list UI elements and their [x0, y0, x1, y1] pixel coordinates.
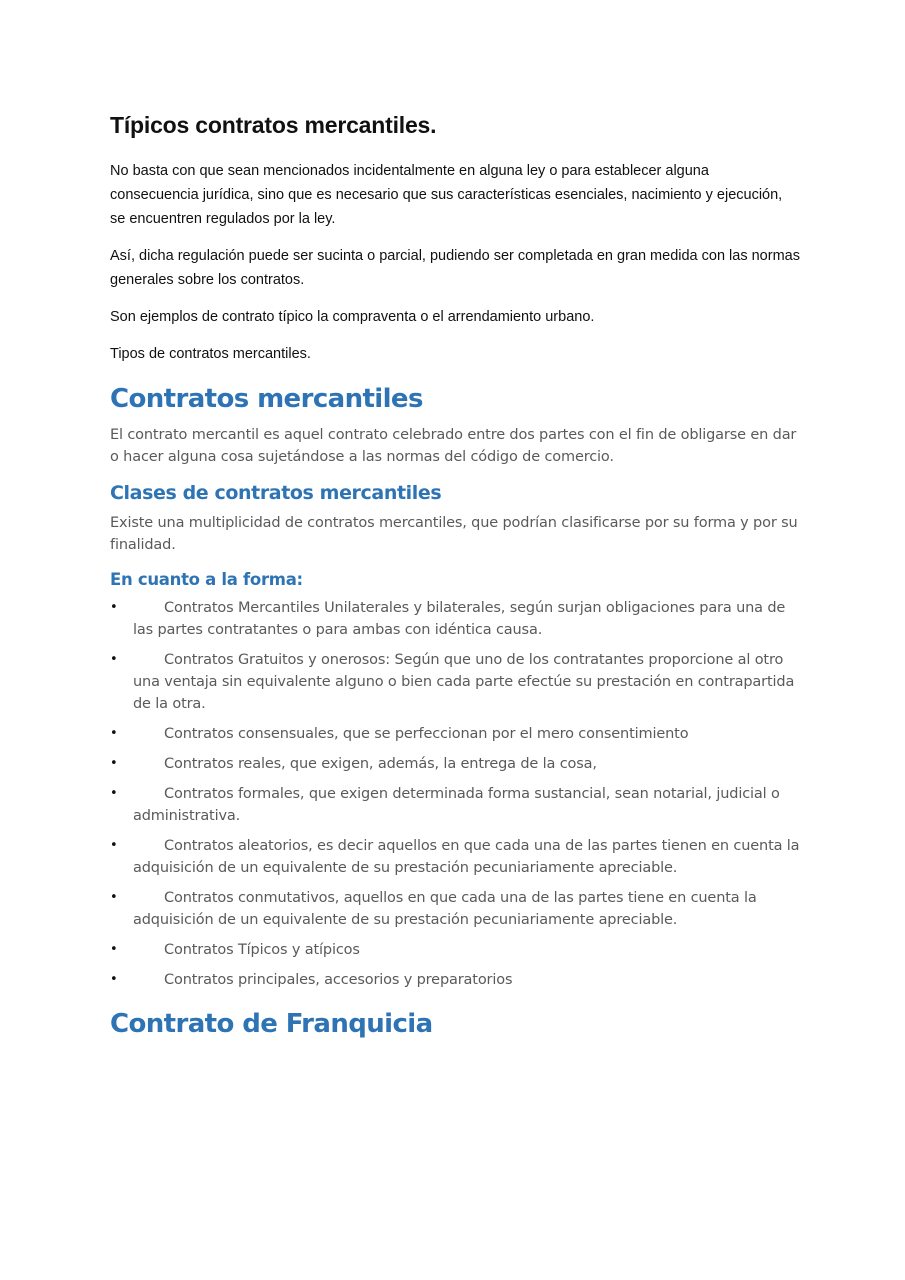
heading-clases: Clases de contratos mercantiles: [110, 482, 442, 504]
bullet-icon: •: [110, 652, 118, 667]
list-item: [110, 783, 800, 827]
list-item-text: Contratos consensuales, que se perfeccionan por el mero consentimiento: [164, 726, 689, 742]
bullet-icon: •: [110, 890, 118, 905]
list-item-text: Contratos Gratuitos y onerosos: Según que uno de los contratantes proporcione al otro una ventaja sin equivalente alguno o bien cada parte efectúe su prestación en contrapartida de la otra.: [133, 652, 795, 712]
list-item-text: Contratos conmutativos, aquellos en que cada una de las partes tiene en cuenta la adquisición de un equivalente de su prestación pecuniariamente apreciable.: [133, 890, 757, 928]
list-item-text: Contratos aleatorios, es decir aquellos en que cada una de las partes tienen en cuenta la adquisición de un equivalente de su prestación pecuniariamente apreciable.: [133, 838, 800, 876]
list-item: [110, 835, 800, 879]
list-item-text: Contratos reales, que exigen, además, la entrega de la cosa,: [164, 756, 597, 772]
list-item: [110, 597, 800, 641]
list-item-text: Contratos Típicos y atípicos: [164, 942, 360, 958]
list-item-text: Contratos formales, que exigen determinada forma sustancial, sean notarial, judicial o administrativa.: [133, 786, 780, 824]
heading-contratos-mercantiles: Contratos mercantiles: [110, 384, 423, 414]
list-item: [110, 723, 800, 745]
heading-forma: En cuanto a la forma:: [110, 570, 303, 589]
list-item: [110, 969, 800, 991]
list-item: [110, 753, 800, 775]
bullet-icon: •: [110, 838, 118, 853]
bullet-icon: •: [110, 756, 118, 771]
intro-paragraph: Tipos de contratos mercantiles.: [110, 346, 311, 362]
intro-paragraph: No basta con que sean mencionados incidentalmente en alguna ley o para establecer alguna consecuencia jurídica, sino que es necesario que sus características esenciales, nacimiento y ejecución, se encuentren regulados por la ley.: [110, 163, 783, 227]
bullet-icon: •: [110, 786, 118, 801]
list-item: [110, 887, 800, 931]
clases-paragraph: Existe una multiplicidad de contratos mercantiles, que podrían clasificarse por su forma y por su finalidad.: [110, 515, 798, 553]
heading-contrato-franquicia: Contrato de Franquicia: [110, 1009, 433, 1039]
list-item: [110, 649, 800, 715]
bullet-icon: •: [110, 600, 118, 615]
forma-bullet-list: [110, 597, 800, 991]
intro-paragraph: Son ejemplos de contrato típico la compraventa o el arrendamiento urbano.: [110, 309, 595, 325]
list-item: [110, 939, 800, 961]
mercantiles-paragraph: El contrato mercantil es aquel contrato celebrado entre dos partes con el fin de obligarse en dar o hacer alguna cosa sujetándose a las normas del código de comercio.: [110, 427, 797, 465]
bullet-icon: •: [110, 972, 118, 987]
intro-paragraph: Así, dicha regulación puede ser sucinta o parcial, pudiendo ser completada en gran medida con las normas generales sobre los contratos.: [110, 248, 800, 288]
list-item-text: Contratos principales, accesorios y preparatorios: [164, 972, 513, 988]
page-title: Típicos contratos mercantiles.: [110, 112, 437, 138]
bullet-icon: •: [110, 726, 118, 741]
bullet-icon: •: [110, 942, 118, 957]
document-content: [110, 112, 800, 1049]
list-item-text: Contratos Mercantiles Unilaterales y bilaterales, según surjan obligaciones para una de las partes contratantes o para ambas con idéntica causa.: [133, 600, 786, 638]
